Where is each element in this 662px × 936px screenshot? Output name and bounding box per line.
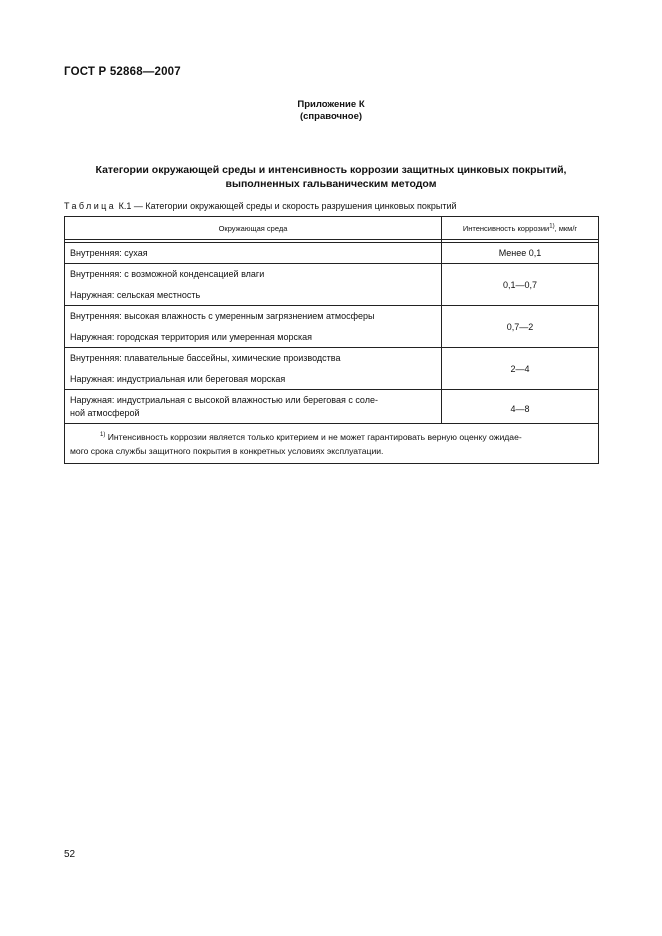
environment-line: Наружная: сельская местность bbox=[70, 290, 201, 300]
table-header-row bbox=[65, 217, 599, 240]
page-number: 52 bbox=[64, 849, 76, 860]
appendix-note: (справочное) bbox=[299, 111, 363, 122]
intensity-cell: 4—8 bbox=[442, 390, 599, 424]
footnote-line-1 bbox=[70, 430, 593, 444]
footnote-cell bbox=[65, 424, 599, 464]
environment-line: Внутренняя: с возможной конденсацией влаги bbox=[70, 269, 265, 279]
column-header-footnote-mark: 1) bbox=[549, 223, 555, 229]
footnote-text: Интенсивность коррозии является только критерием и не может гарантировать верную оценку ожидае- bbox=[105, 432, 522, 442]
environment-line: Внутренняя: сухая bbox=[70, 248, 148, 258]
table-row bbox=[65, 348, 599, 390]
appendix-title: Приложение К bbox=[297, 99, 365, 110]
footnote-row bbox=[65, 424, 599, 464]
environment-cell bbox=[65, 348, 442, 390]
table-row bbox=[65, 264, 599, 306]
document-title bbox=[60, 163, 602, 191]
environment-cell bbox=[65, 390, 442, 424]
environment-line: Внутренняя: высокая влажность с умеренным загрязнением атмосферы bbox=[70, 311, 375, 321]
environment-cell bbox=[65, 243, 442, 264]
footnote-line-2: мого срока службы защитного покрытия в конкретных условиях эксплуатации. bbox=[70, 446, 384, 456]
table-row bbox=[65, 390, 599, 424]
intensity-cell: 0,7—2 bbox=[442, 306, 599, 348]
footnote-mark: 1) bbox=[100, 432, 106, 439]
table-row bbox=[65, 306, 599, 348]
document-title-line-2: выполненных гальваническим методом bbox=[225, 178, 437, 190]
table-caption bbox=[64, 201, 457, 211]
table-caption-label: Таблица bbox=[64, 201, 117, 211]
intensity-cell: 0,1—0,7 bbox=[442, 264, 599, 306]
column-header-intensity bbox=[442, 217, 599, 240]
column-header-intensity-unit: , мкм/г bbox=[554, 223, 578, 233]
environment-line: Наружная: индустриальная с высокой влажностью или береговая с соле- bbox=[70, 395, 378, 405]
intensity-cell: Менее 0,1 bbox=[442, 243, 599, 264]
environment-line: Наружная: индустриальная или береговая морская bbox=[70, 374, 286, 384]
environment-cell bbox=[65, 306, 442, 348]
environment-line: Наружная: городская территория или умеренная морская bbox=[70, 332, 312, 342]
appendix-heading bbox=[0, 99, 662, 123]
column-header-intensity-label: Интенсивность коррозии bbox=[462, 223, 550, 233]
document-title-line-1: Категории окружающей среды и интенсивность коррозии защитных цинковых покрытий, bbox=[95, 164, 567, 176]
intensity-cell: 2—4 bbox=[442, 348, 599, 390]
environment-line: ной атмосферой bbox=[70, 408, 140, 418]
table-row bbox=[65, 243, 599, 264]
environment-line: Внутренняя: плавательные бассейны, химические производства bbox=[70, 353, 341, 363]
corrosion-table bbox=[64, 216, 599, 464]
table-caption-text: К.1 — Категории окружающей среды и скорость разрушения цинковых покрытий bbox=[116, 201, 457, 211]
document-code: ГОСТ Р 52868—2007 bbox=[64, 66, 181, 78]
column-header-environment: Окружающая среда bbox=[65, 217, 442, 240]
environment-cell bbox=[65, 264, 442, 306]
